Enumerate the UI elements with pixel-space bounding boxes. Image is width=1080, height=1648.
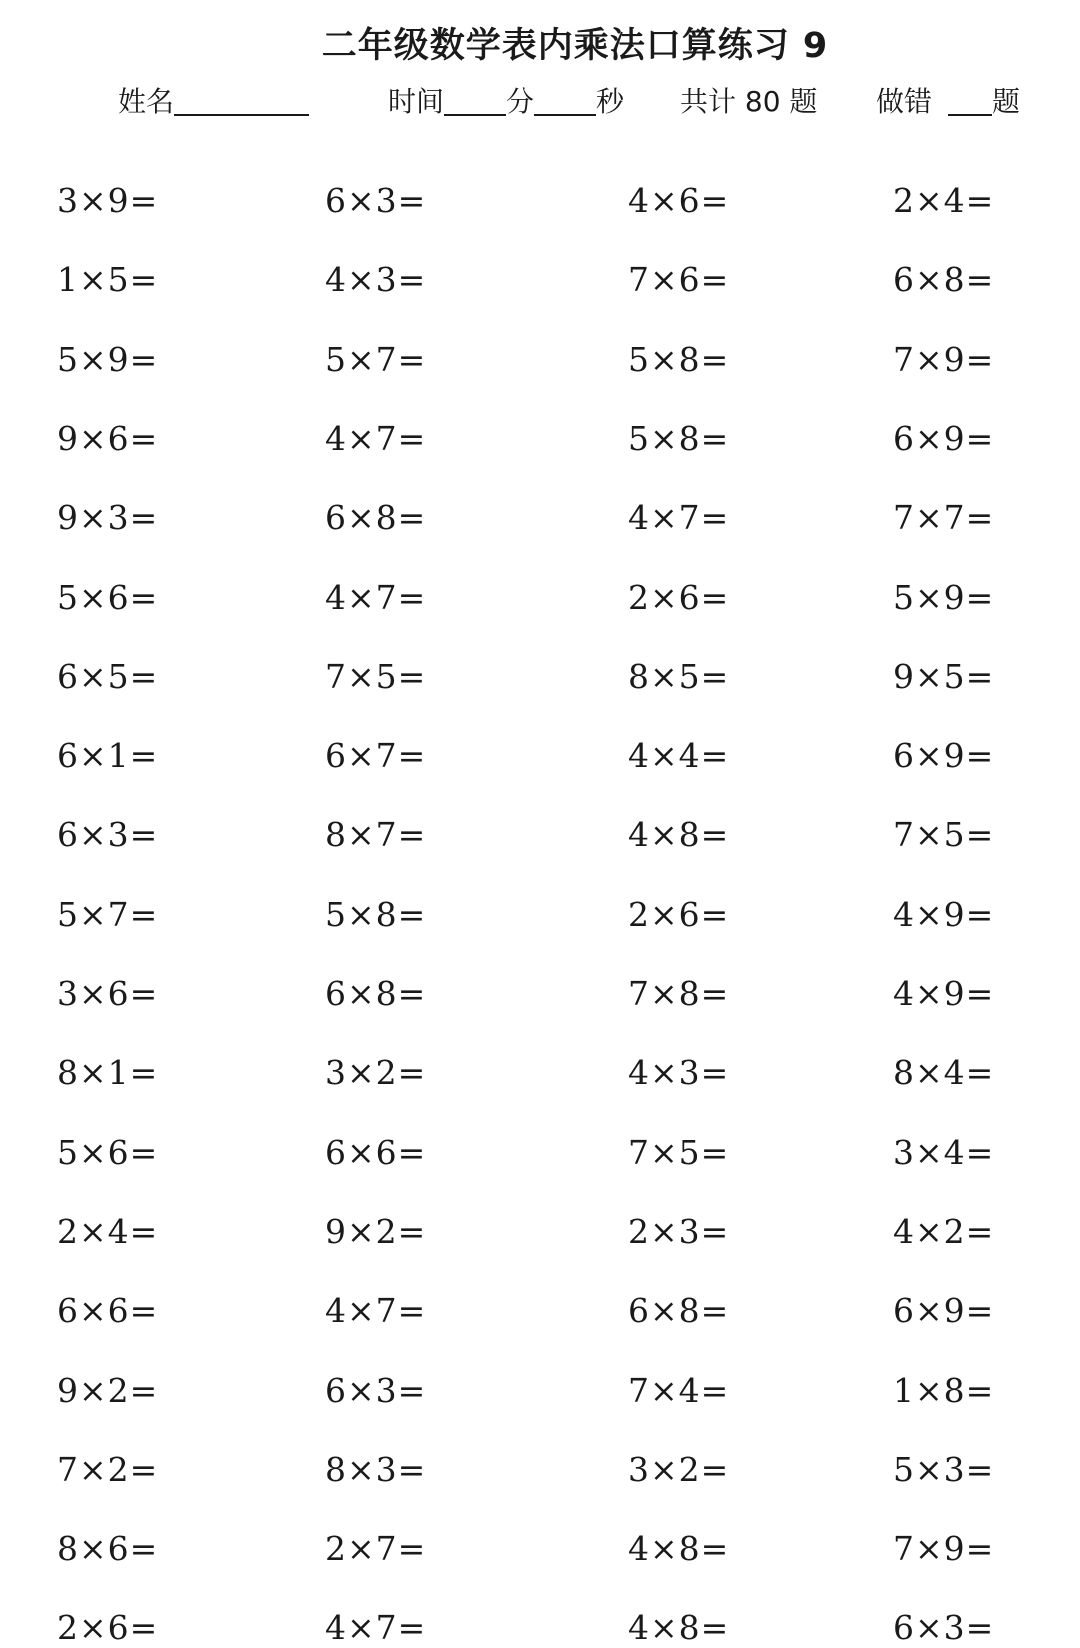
wrong-label: 做错	[876, 85, 933, 118]
problem-item: 8×3=	[325, 1450, 427, 1489]
problem-item: 4×3=	[325, 260, 427, 299]
problem-item: 2×7=	[325, 1529, 427, 1568]
problem-item: 6×5=	[57, 657, 159, 696]
problem-item: 2×4=	[57, 1212, 159, 1251]
problem-item: 2×6=	[57, 1608, 159, 1647]
problem-item: 1×5=	[57, 260, 159, 299]
problem-item: 4×9=	[893, 895, 995, 934]
problem-item: 6×3=	[57, 815, 159, 854]
problem-item: 6×6=	[57, 1291, 159, 1330]
problem-item: 4×7=	[325, 1291, 427, 1330]
problem-item: 2×6=	[628, 578, 730, 617]
problem-item: 4×7=	[325, 419, 427, 458]
problem-item: 4×4=	[628, 736, 730, 775]
problem-item: 3×2=	[325, 1053, 427, 1092]
problem-item: 4×8=	[628, 1529, 730, 1568]
problem-item: 7×5=	[325, 657, 427, 696]
problem-item: 6×8=	[325, 498, 427, 537]
problem-item: 6×3=	[893, 1608, 995, 1647]
problem-item: 6×1=	[57, 736, 159, 775]
problem-item: 7×9=	[893, 340, 995, 379]
problem-item: 8×1=	[57, 1053, 159, 1092]
problem-item: 2×4=	[893, 181, 995, 220]
problem-item: 7×5=	[893, 815, 995, 854]
problem-item: 6×3=	[325, 1371, 427, 1410]
problem-item: 6×3=	[325, 181, 427, 220]
worksheet-title: 二年级数学表内乘法口算练习 9	[321, 26, 829, 66]
problem-item: 9×2=	[57, 1371, 159, 1410]
problem-item: 9×2=	[325, 1212, 427, 1251]
problem-item: 5×8=	[628, 340, 730, 379]
problem-item: 5×9=	[893, 578, 995, 617]
problem-item: 7×2=	[57, 1450, 159, 1489]
problem-item: 2×6=	[628, 895, 730, 934]
problem-item: 8×5=	[628, 657, 730, 696]
problem-item: 6×8=	[893, 260, 995, 299]
problem-item: 8×4=	[893, 1053, 995, 1092]
problem-item: 7×5=	[628, 1133, 730, 1172]
wrong-unit: 题	[992, 85, 1021, 118]
problem-item: 4×2=	[893, 1212, 995, 1251]
problem-item: 9×5=	[893, 657, 995, 696]
name-label: 姓名	[118, 85, 175, 118]
problem-item: 6×8=	[628, 1291, 730, 1330]
problem-item: 4×3=	[628, 1053, 730, 1092]
problem-item: 3×9=	[57, 181, 159, 220]
problem-item: 4×8=	[628, 815, 730, 854]
problem-item: 4×7=	[628, 498, 730, 537]
problem-item: 5×6=	[57, 578, 159, 617]
problem-item: 1×8=	[893, 1371, 995, 1410]
problem-item: 5×8=	[628, 419, 730, 458]
problem-item: 6×8=	[325, 974, 427, 1013]
minute-label: 分	[506, 85, 535, 118]
problem-item: 4×7=	[325, 578, 427, 617]
problem-item: 4×7=	[325, 1608, 427, 1647]
problem-item: 7×7=	[893, 498, 995, 537]
problem-item: 6×7=	[325, 736, 427, 775]
problem-item: 5×7=	[57, 895, 159, 934]
problem-item: 8×6=	[57, 1529, 159, 1568]
problem-item: 6×6=	[325, 1133, 427, 1172]
problem-item: 5×7=	[325, 340, 427, 379]
problem-item: 3×2=	[628, 1450, 730, 1489]
problem-item: 9×3=	[57, 498, 159, 537]
problem-item: 5×3=	[893, 1450, 995, 1489]
problem-item: 5×9=	[57, 340, 159, 379]
problem-item: 2×3=	[628, 1212, 730, 1251]
problem-item: 6×9=	[893, 419, 995, 458]
second-label: 秒	[596, 85, 625, 118]
problem-item: 7×6=	[628, 260, 730, 299]
problem-item: 5×6=	[57, 1133, 159, 1172]
time-label: 时间	[388, 85, 445, 118]
problem-item: 8×7=	[325, 815, 427, 854]
problem-item: 6×9=	[893, 1291, 995, 1330]
problem-item: 4×9=	[893, 974, 995, 1013]
problem-item: 5×8=	[325, 895, 427, 934]
problem-item: 6×9=	[893, 736, 995, 775]
problem-item: 9×6=	[57, 419, 159, 458]
problem-item: 4×8=	[628, 1608, 730, 1647]
problem-item: 7×4=	[628, 1371, 730, 1410]
total-count: 共计 80 题	[680, 85, 818, 118]
problem-item: 7×8=	[628, 974, 730, 1013]
problem-item: 7×9=	[893, 1529, 995, 1568]
problem-item: 3×4=	[893, 1133, 995, 1172]
problem-item: 3×6=	[57, 974, 159, 1013]
problem-item: 4×6=	[628, 181, 730, 220]
